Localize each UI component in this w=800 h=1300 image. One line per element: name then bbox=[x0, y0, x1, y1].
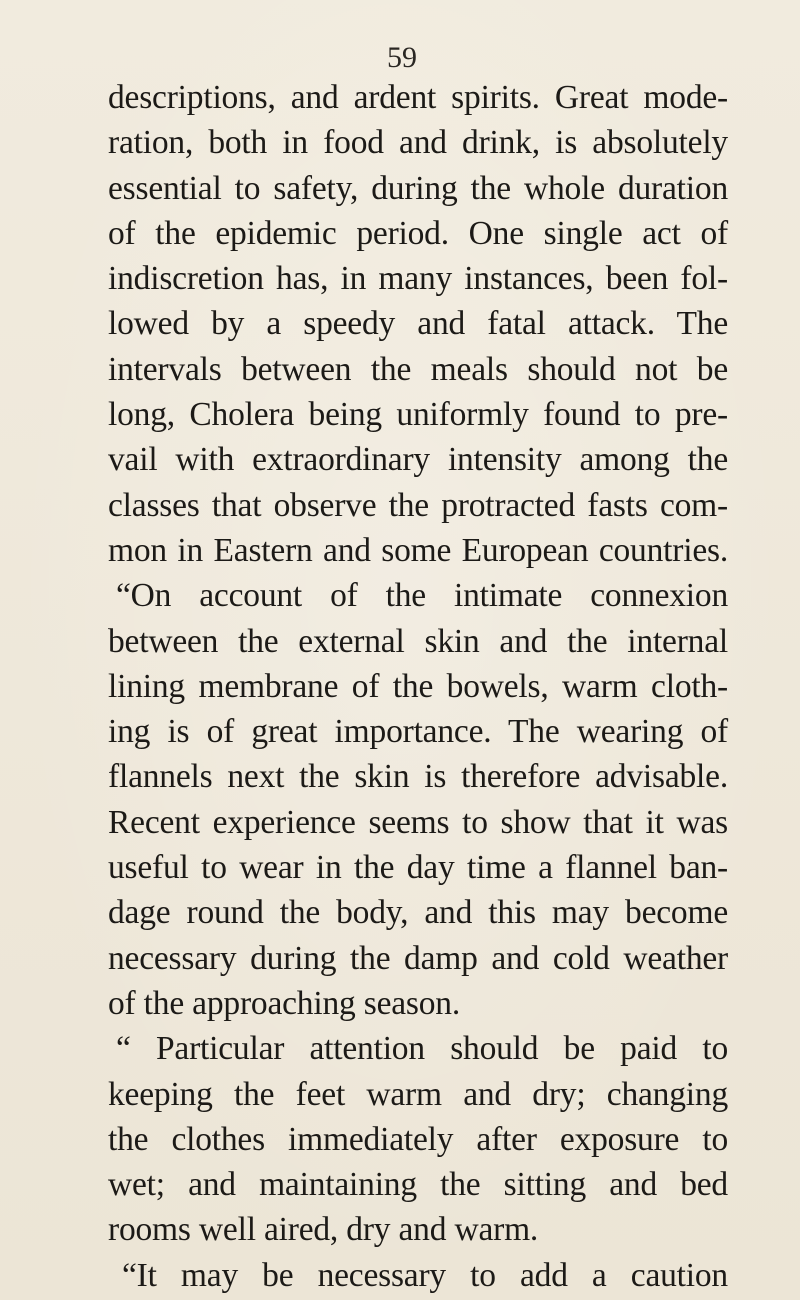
text-line-10: classes that observe the protracted fasts com- bbox=[108, 486, 728, 524]
text-line-17: Recent experience seems to show that it was bbox=[108, 803, 728, 841]
text-line-26: rooms well aired, dry and warm. bbox=[108, 1211, 539, 1249]
text-line-21: of the approaching season. bbox=[108, 984, 461, 1022]
text-line-15: ing is of great importance. The wearing of bbox=[108, 713, 728, 751]
page-number: 59 bbox=[387, 41, 417, 74]
text-line-4: of the epidemic period. One single act of bbox=[108, 214, 728, 252]
text-line-16: flannels next the skin is therefore advisable. bbox=[108, 758, 728, 796]
text-line-27: “It may be necessary to add a caution bbox=[122, 1256, 728, 1294]
text-line-9: vail with extraordinary intensity among the bbox=[108, 441, 728, 479]
text-line-3: essential to safety, during the whole duration bbox=[108, 169, 728, 207]
text-line-18: useful to wear in the day time a flannel ban- bbox=[108, 849, 728, 887]
text-line-13: between the external skin and the internal bbox=[108, 622, 728, 660]
text-line-5: indiscretion has, in many instances, been fol- bbox=[108, 260, 728, 298]
text-line-8: long, Cholera being uniformly found to pre- bbox=[108, 396, 728, 434]
text-line-25: wet; and maintaining the sitting and bed bbox=[108, 1166, 728, 1204]
text-line-23: keeping the feet warm and dry; changing bbox=[108, 1075, 728, 1113]
text-line-20: necessary during the damp and cold weather bbox=[108, 939, 728, 977]
text-line-12: “On account of the intimate connexion bbox=[116, 577, 728, 615]
text-line-11: mon in Eastern and some European countries. bbox=[108, 531, 728, 569]
body-text bbox=[108, 75, 728, 1298]
text-line-2: ration, both in food and drink, is absolutely bbox=[108, 124, 728, 162]
text-line-24: the clothes immediately after exposure to bbox=[108, 1120, 728, 1158]
text-line-7: intervals between the meals should not be bbox=[108, 350, 728, 388]
text-line-1: descriptions, and ardent spirits. Great mode- bbox=[108, 79, 728, 116]
text-line-19: dage round the body, and this may become bbox=[108, 894, 728, 932]
text-line-6: lowed by a speedy and fatal attack. The bbox=[108, 305, 728, 343]
text-line-14: lining membrane of the bowels, warm cloth- bbox=[108, 667, 728, 705]
text-line-22: “ Particular attention should be paid to bbox=[116, 1030, 728, 1068]
